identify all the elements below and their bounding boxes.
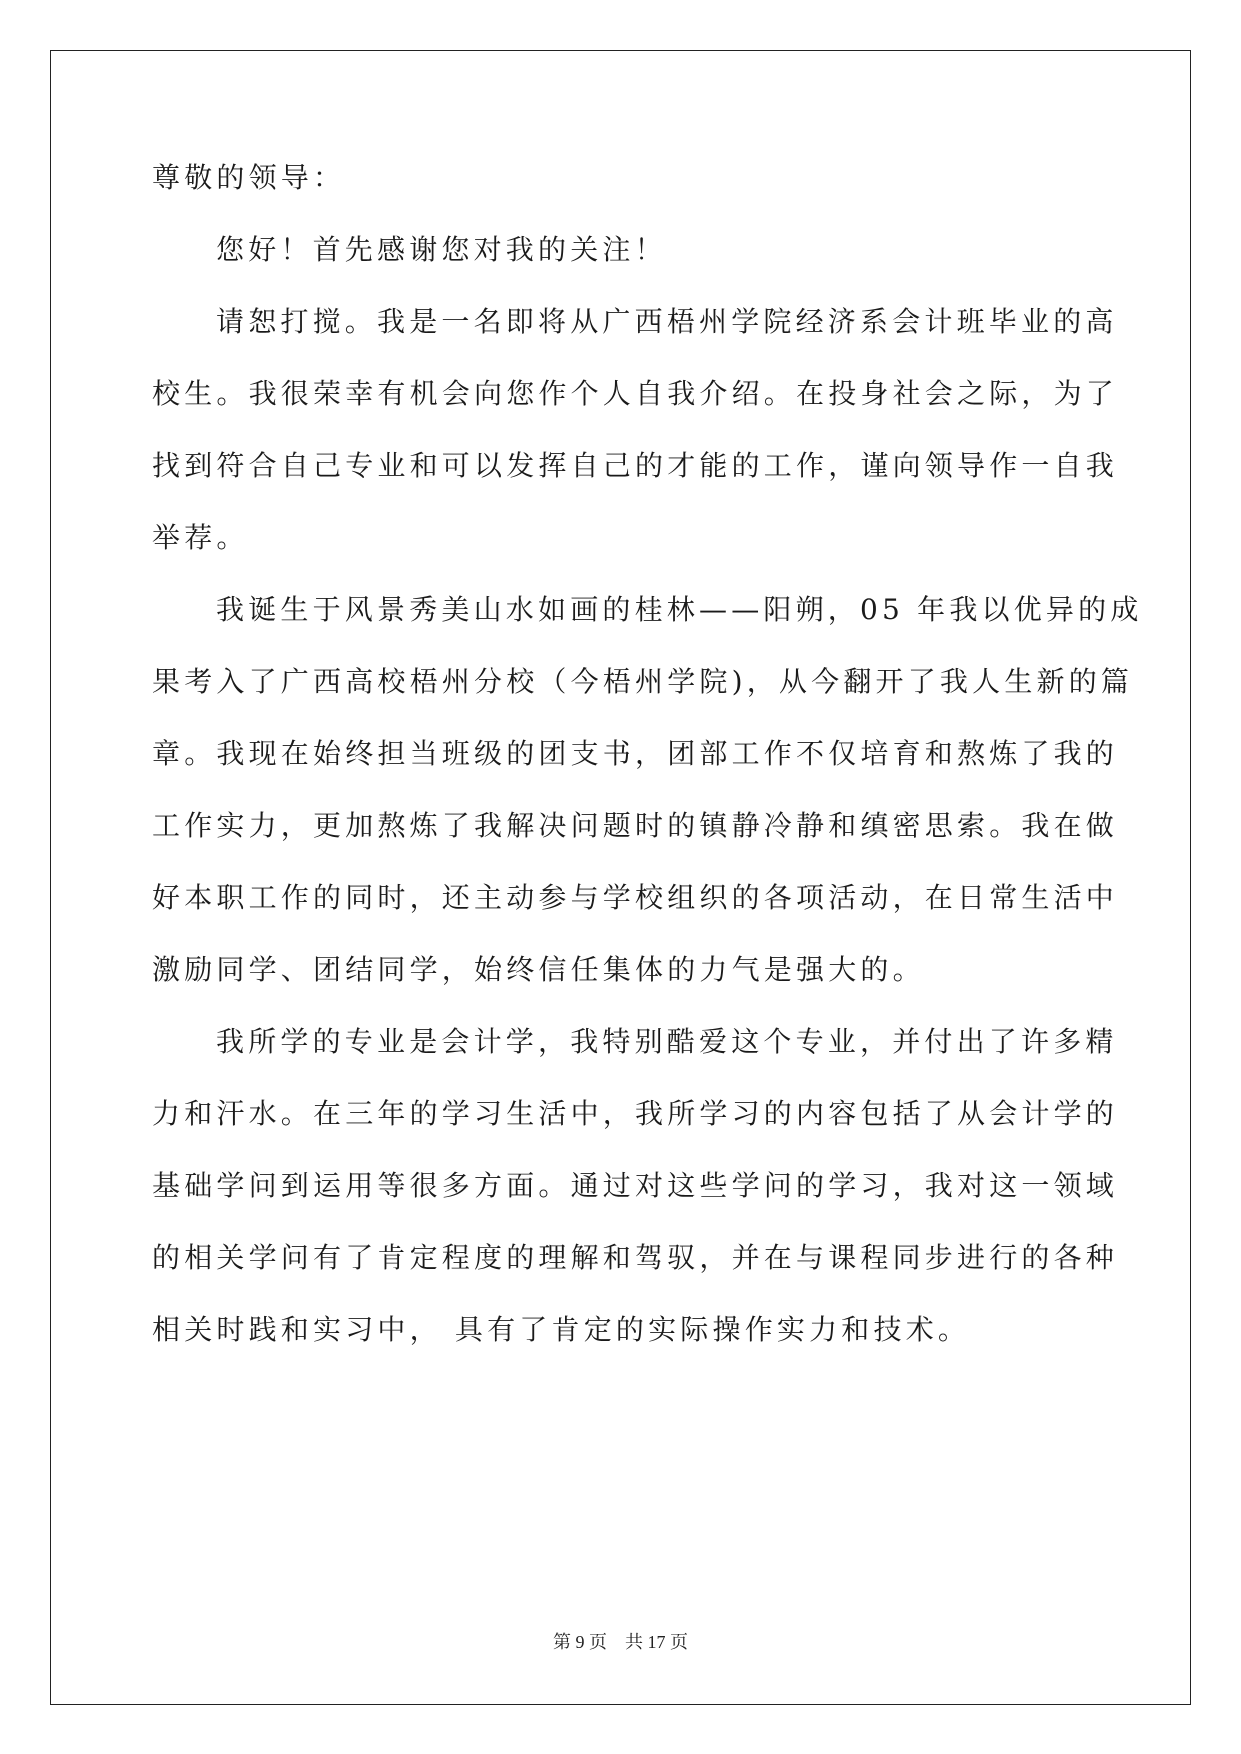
paragraph-3-line-1: 我诞生于风景秀美山水如画的桂林——阳朔，05 年我以优异的成 xyxy=(216,593,1143,626)
page-border xyxy=(50,50,1191,1705)
paragraph-3-line-4: 工作实力，更加熬炼了我解决问题时的镇静冷静和缜密思索。我在做 xyxy=(152,809,1119,842)
paragraph-3-line-2: 果考入了广西高校梧州分校（今梧州学院)，从今翻开了我人生新的篇 xyxy=(152,665,1134,698)
paragraph-4-line-3: 基础学问到运用等很多方面。通过对这些学问的学习，我对这一领域 xyxy=(152,1169,1119,1202)
paragraph-3-line-3: 章。我现在始终担当班级的团支书，团部工作不仅培育和熬炼了我的 xyxy=(152,737,1119,770)
paragraph-4-line-4: 的相关学问有了肯定程度的理解和驾驭，并在与课程同步进行的各种 xyxy=(152,1241,1119,1274)
paragraph-4-line-5: 相关时践和实习中， 具有了肯定的实际操作实力和技术。 xyxy=(152,1313,971,1346)
paragraph-3-line-5: 好本职工作的同时，还主动参与学校组织的各项活动，在日常生活中 xyxy=(152,881,1119,914)
salutation: 尊敬的领导： xyxy=(152,161,346,194)
paragraph-3-line-6: 激励同学、团结同学，始终信任集体的力气是强大的。 xyxy=(152,953,925,986)
paragraph-4-line-1: 我所学的专业是会计学，我特别酷爱这个专业，并付出了许多精 xyxy=(216,1025,1118,1058)
paragraph-2-line-4: 举荐。 xyxy=(152,521,249,554)
paragraph-1-line-1: 您好！首先感谢您对我的关注！ xyxy=(216,233,667,266)
paragraph-2-line-3: 找到符合自己专业和可以发挥自己的才能的工作，谨向领导作一自我 xyxy=(152,449,1119,482)
paragraph-2-line-2: 校生。我很荣幸有机会向您作个人自我介绍。在投身社会之际，为了 xyxy=(152,377,1119,410)
paragraph-4-line-2: 力和汗水。在三年的学习生活中，我所学习的内容包括了从会计学的 xyxy=(152,1097,1119,1130)
paragraph-2-line-1: 请恕打搅。我是一名即将从广西梧州学院经济系会计班毕业的高 xyxy=(216,305,1118,338)
page-number-footer: 第 9 页 共 17 页 xyxy=(553,1632,688,1652)
